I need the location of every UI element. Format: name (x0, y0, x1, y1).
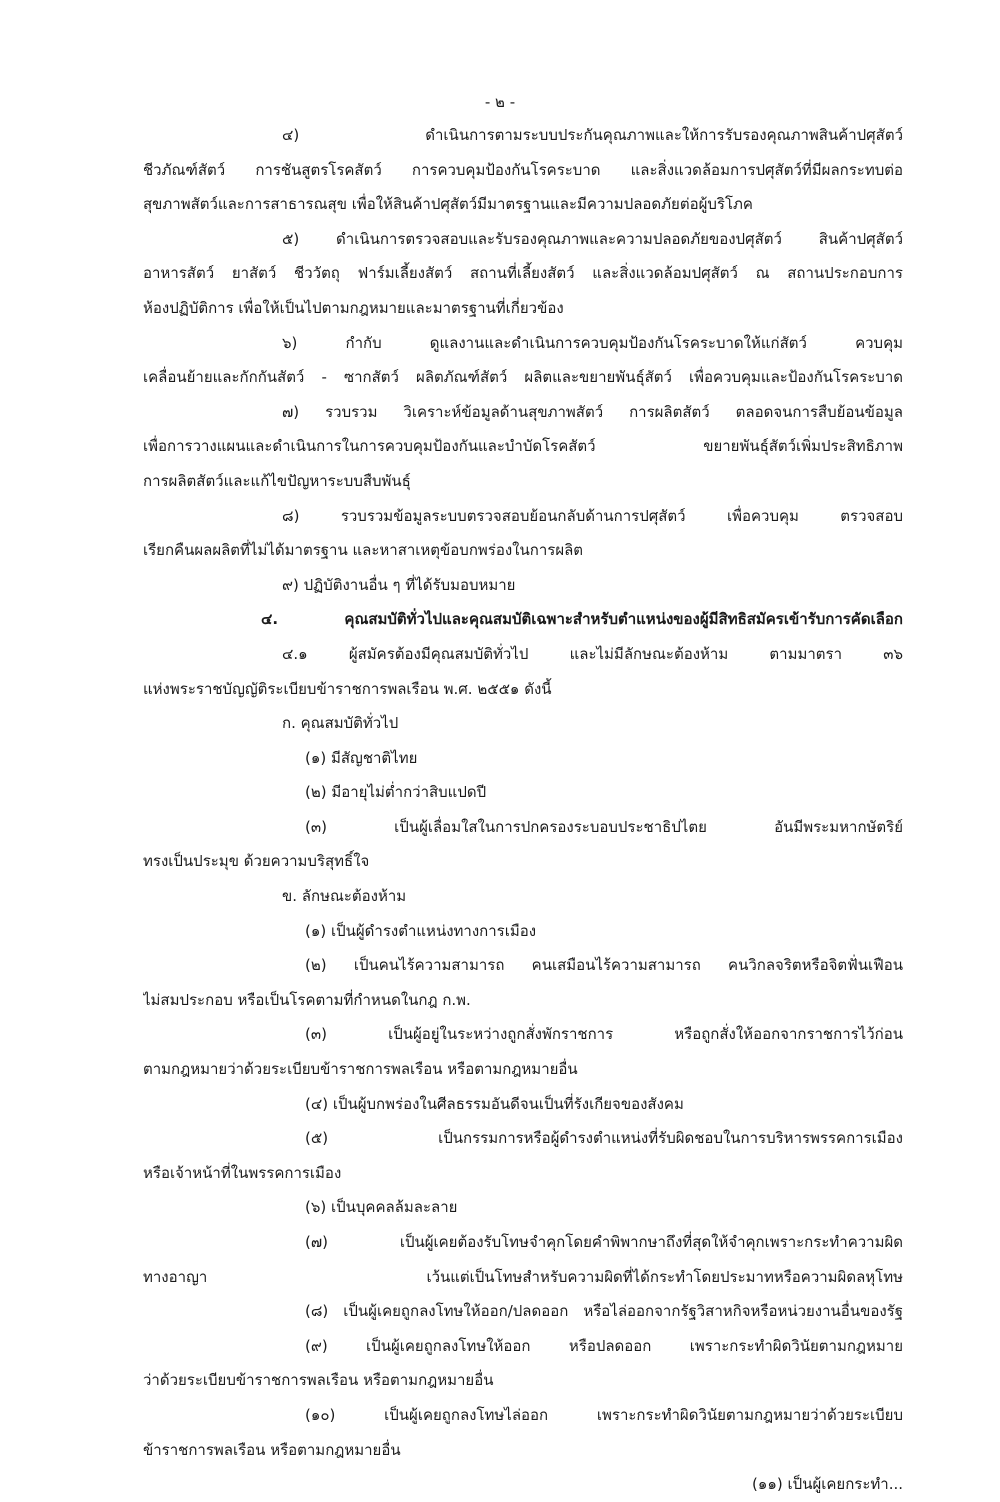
text-line: ห้องปฏิบัติการ เพื่อให้เป็นไปตามกฎหมายและมาตรฐานที่เกี่ยวข้อง (143, 298, 564, 317)
text-line: หรือเจ้าหน้าที่ในพรรคการเมือง (143, 1163, 342, 1182)
text-line: (๒) มีอายุไม่ต่ำกว่าสิบแปดปี (305, 783, 487, 802)
text-line: ตามกฎหมายว่าด้วยระเบียบข้าราชการพลเรือน หรือตามกฎหมายอื่น (143, 1060, 578, 1079)
text-line: ข้าราชการพลเรือน หรือตามกฎหมายอื่น (143, 1440, 401, 1459)
text-line: เพื่อการวางแผนและดำเนินการในการควบคุมป้องกันและบำบัดโรคสัตว์ ขยายพันธุ์สัตว์เพิ่มประสิทธิภาพ (143, 437, 903, 456)
text-line: (๕) เป็นกรรมการหรือผู้ดำรงตำแหน่งที่รับผิดชอบในการบริหารพรรคการเมือง (305, 1129, 903, 1148)
text-line: ข. ลักษณะต้องห้าม (282, 887, 407, 906)
text-line: ๗) รวบรวม วิเคราะห์ข้อมูลด้านสุขภาพสัตว์ การผลิตสัตว์ ตลอดจนการสืบย้อนข้อมูล (282, 402, 903, 421)
text-line: ก. คุณสมบัติทั่วไป (282, 714, 399, 733)
text-line: ๙) ปฏิบัติงานอื่น ๆ ที่ได้รับมอบหมาย (282, 575, 516, 594)
text-line: อาหารสัตว์ ยาสัตว์ ชีววัตถุ ฟาร์มเลี้ยงสัตว์ สถานที่เลี้ยงสัตว์ และสิ่งแวดล้อมปศุสัตว์ ณ สถานประกอบการ (143, 264, 903, 283)
text-line: ว่าด้วยระเบียบข้าราชการพลเรือน หรือตามกฎหมายอื่น (143, 1371, 494, 1390)
text-line: ๕) ดำเนินการตรวจสอบและรับรองคุณภาพและความปลอดภัยของปศุสัตว์ สินค้าปศุสัตว์ (282, 229, 903, 248)
text-line: (๓) เป็นผู้อยู่ในระหว่างถูกสั่งพักราชการ หรือถูกสั่งให้ออกจากราชการไว้ก่อน (305, 1025, 903, 1044)
text-line: (๑๐) เป็นผู้เคยถูกลงโทษไล่ออก เพราะกระทำผิดวินัยตามกฎหมายว่าด้วยระเบียบ (305, 1405, 903, 1424)
text-line: (๗) เป็นผู้เคยต้องรับโทษจำคุกโดยคำพิพากษาถึงที่สุดให้จำคุกเพราะกระทำความผิด (305, 1233, 903, 1251)
text-line: (๖) เป็นบุคคลล้มละลาย (305, 1198, 458, 1217)
section-heading: ๔. คุณสมบัติทั่วไปและคุณสมบัติเฉพาะสำหรับตำแหน่งของผู้มีสิทธิสมัครเข้ารับการคัดเลือก (261, 610, 903, 629)
text-line: แห่งพระราชบัญญัติระเบียบข้าราชการพลเรือน พ.ศ. ๒๕๕๑ ดังนี้ (143, 679, 552, 698)
text-line: ไม่สมประกอบ หรือเป็นโรคตามที่กำหนดในกฎ ก.พ. (143, 990, 471, 1009)
text-line: (๔) เป็นผู้บกพร่องในศีลธรรมอันดีจนเป็นที่รังเกียจของสังคม (305, 1094, 684, 1113)
text-line: (๓) เป็นผู้เลื่อมใสในการปกครองระบอบประชาธิปไตย อันมีพระมหากษัตริย์ (305, 817, 903, 836)
text-line: (๒) เป็นคนไร้ความสามารถ คนเสมือนไร้ความสามารถ คนวิกลจริตหรือจิตฟั่นเฟือน (305, 956, 903, 975)
text-line: เคลื่อนย้ายและกักกันสัตว์ - ซากสัตว์ ผลิตภัณฑ์สัตว์ ผลิตและขยายพันธุ์สัตว์ เพื่อควบคุมและป้องกันโรคระบาด (143, 368, 903, 387)
text-line: เรียกคืนผลผลิตที่ไม่ได้มาตรฐาน และหาสาเหตุข้อบกพร่องในการผลิต (143, 541, 584, 560)
text-line: (๑) มีสัญชาติไทย (305, 748, 418, 767)
text-line: ทางอาญา เว้นแต่เป็นโทษสำหรับความผิดที่ได้กระทำโดยประมาทหรือความผิดลหุโทษ (143, 1267, 903, 1286)
text-line: ๖) กำกับ ดูแลงานและดำเนินการควบคุมป้องกันโรคระบาดให้แก่สัตว์ ควบคุม (282, 333, 903, 352)
text-line: สุขภาพสัตว์และการสาธารณสุข เพื่อให้สินค้าปศุสัตว์มีมาตรฐานและมีความปลอดภัยต่อผู้บริโภค (143, 195, 753, 214)
text-line: ๔.๑ ผู้สมัครต้องมีคุณสมบัติทั่วไป และไม่มีลักษณะต้องห้าม ตามมาตรา ๓๖ (282, 644, 903, 663)
text-line: ๔) ดำเนินการตามระบบประกันคุณภาพและให้การรับรองคุณภาพสินค้าปศุสัตว์ (282, 126, 903, 144)
text-line: การผลิตสัตว์และแก้ไขปัญหาระบบสืบพันธุ์ (143, 471, 411, 490)
text-line: ทรงเป็นประมุข ด้วยความบริสุทธิ์ใจ (143, 852, 370, 871)
document-body (143, 118, 903, 1502)
text-line: ชีวภัณฑ์สัตว์ การชันสูตรโรคสัตว์ การควบคุมป้องกันโรคระบาด และสิ่งแวดล้อมการปศุสัตว์ที่มีผลกระทบต่อ (143, 160, 903, 179)
text-line: (๑) เป็นผู้ดำรงตำแหน่งทางการเมือง (305, 921, 537, 940)
text-line: ๘) รวบรวมข้อมูลระบบตรวจสอบย้อนกลับด้านการปศุสัตว์ เพื่อควบคุม ตรวจสอบ (282, 506, 903, 525)
page-number: - ๒ - (484, 93, 516, 111)
text-line: (๘) เป็นผู้เคยถูกลงโทษให้ออก/ปลดออก หรือไล่ออกจากรัฐวิสาหกิจหรือหน่วยงานอื่นของรัฐ (305, 1302, 903, 1321)
text-line: (๙) เป็นผู้เคยถูกลงโทษให้ออก หรือปลดออก เพราะกระทำผิดวินัยตามกฎหมาย (305, 1336, 903, 1355)
continuation-text: (๑๑) เป็นผู้เคยกระทำ... (752, 1475, 903, 1494)
